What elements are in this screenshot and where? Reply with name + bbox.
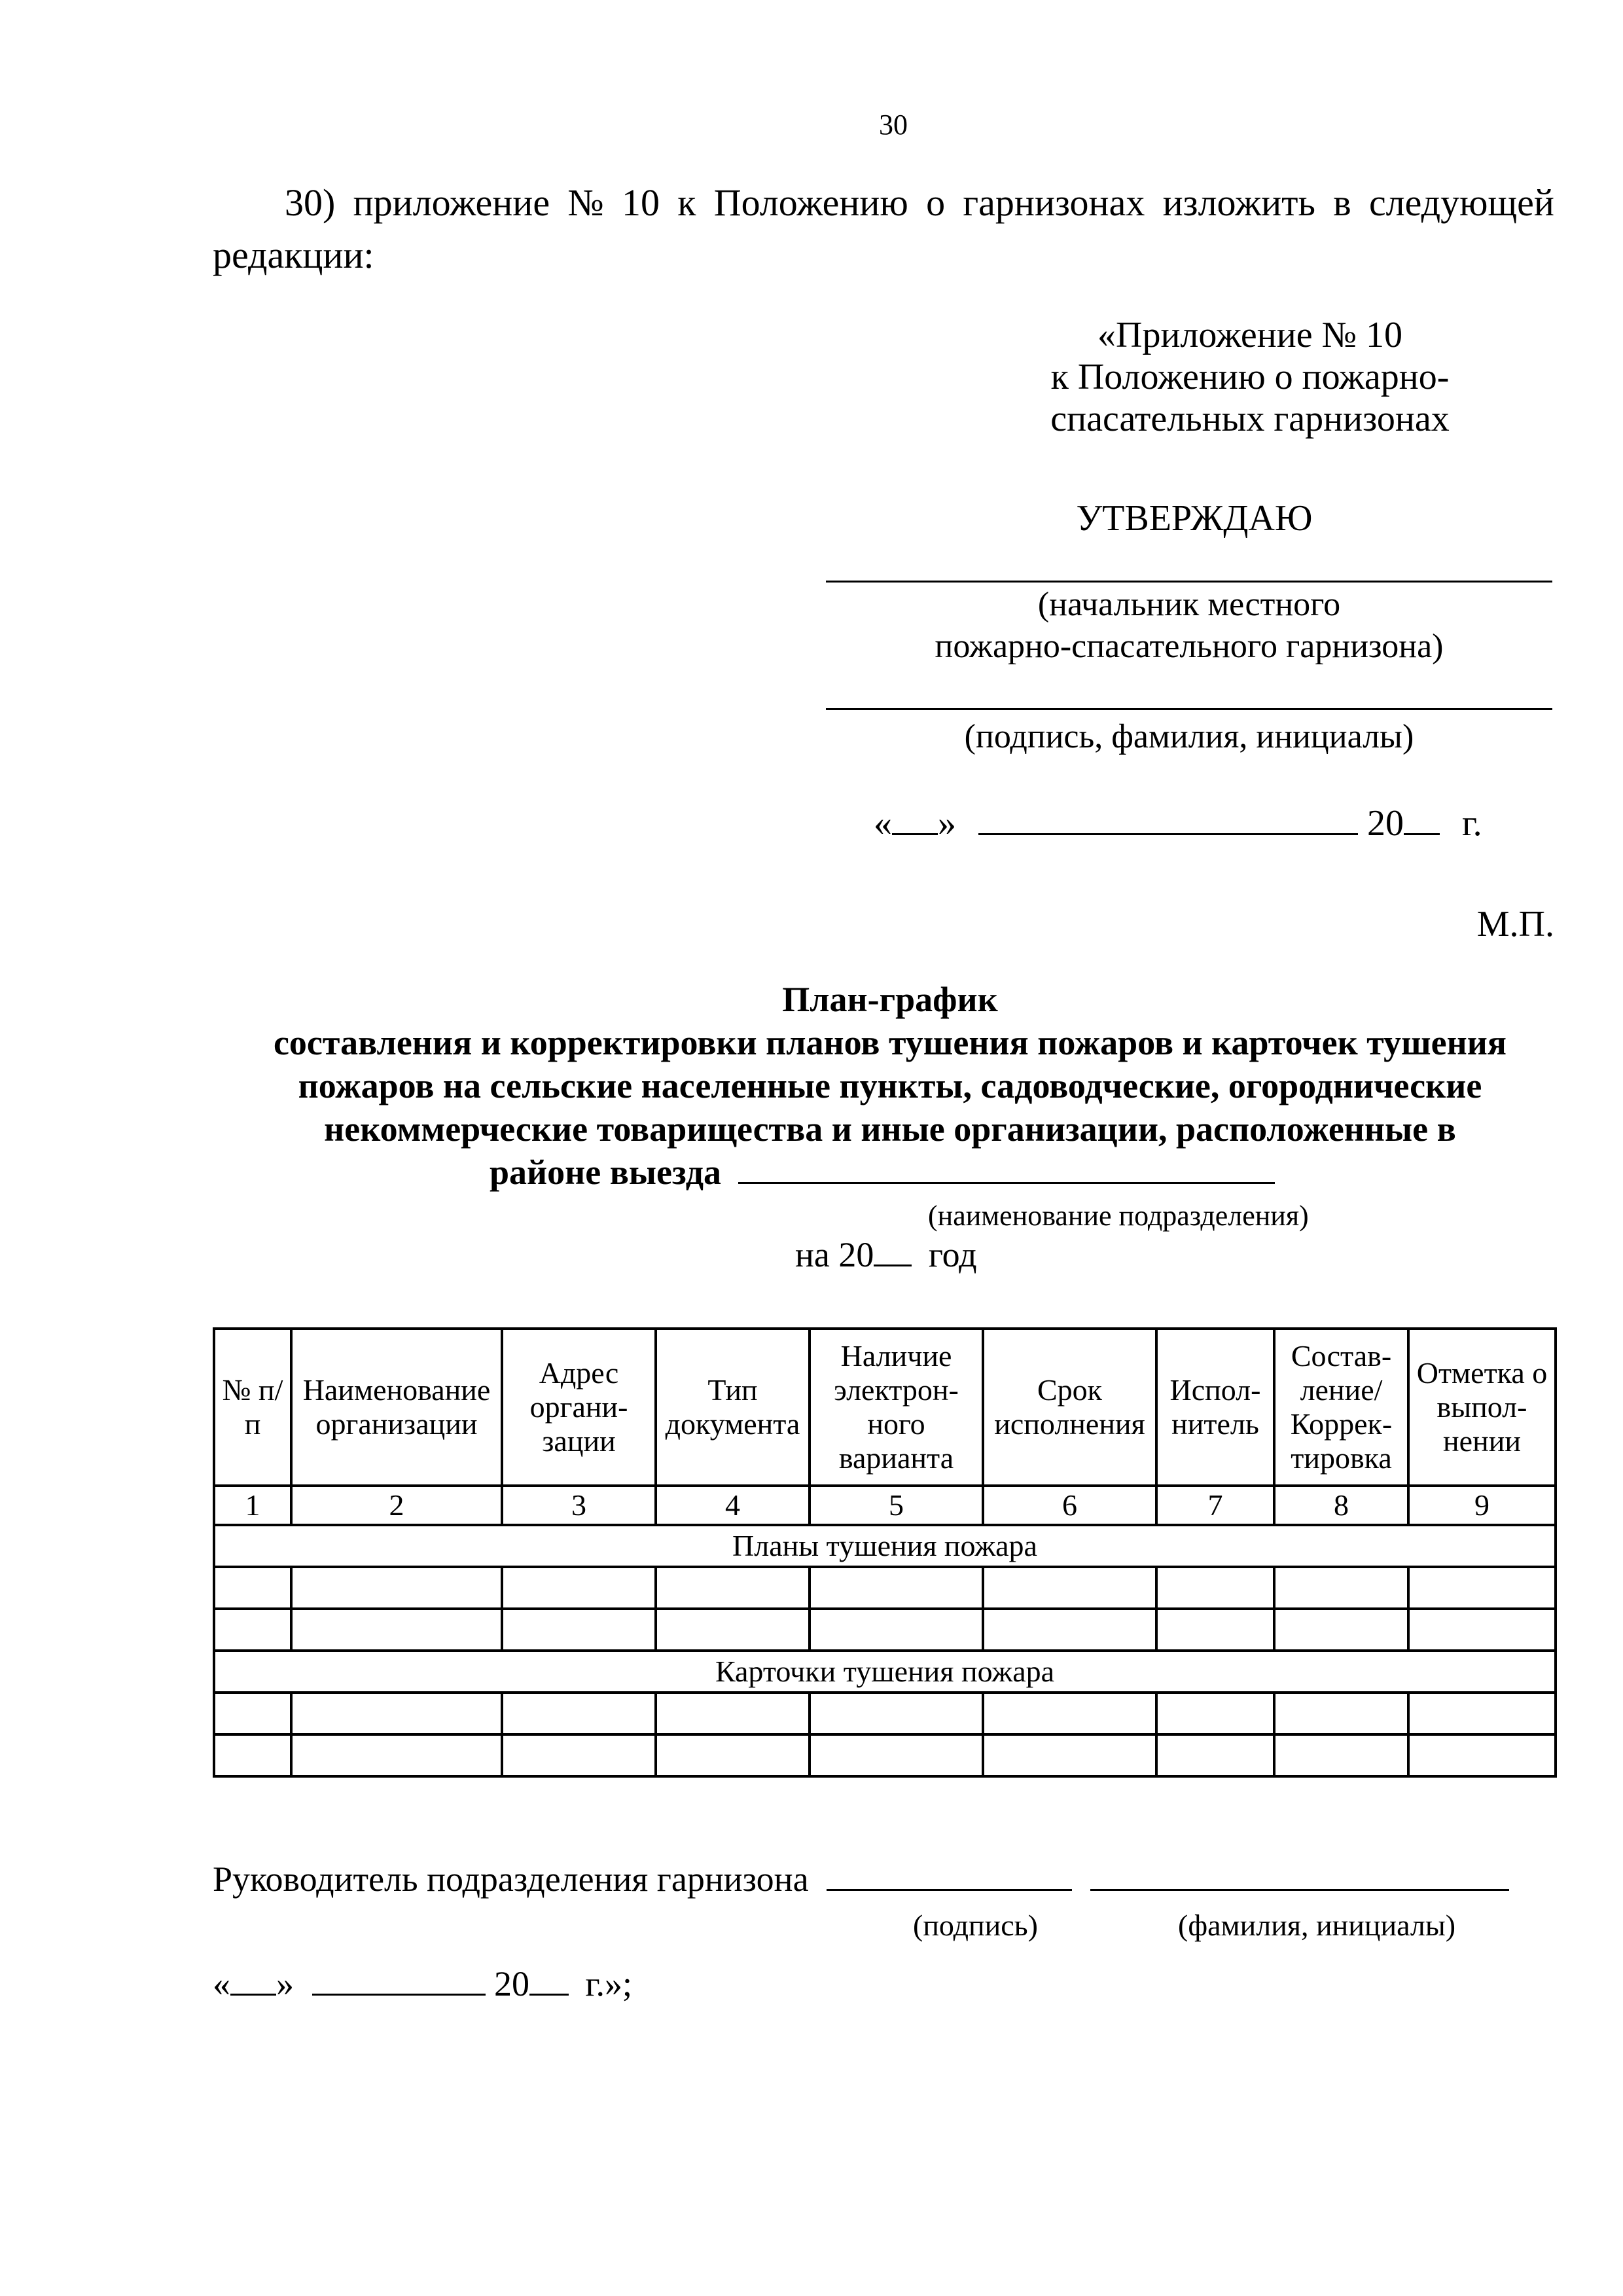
table-cell[interactable] xyxy=(810,1693,983,1734)
stamp-mark: М.П. xyxy=(1476,904,1554,944)
intro-word: Положению xyxy=(713,181,908,224)
column-number: 6 xyxy=(983,1486,1156,1525)
table-cell[interactable] xyxy=(291,1693,502,1734)
table-cell[interactable] xyxy=(291,1567,502,1609)
intro-line-2: редакции: xyxy=(213,234,374,276)
table-cell[interactable] xyxy=(214,1693,291,1734)
column-number: 9 xyxy=(1408,1486,1556,1525)
table-cell[interactable] xyxy=(656,1693,810,1734)
table-cell[interactable] xyxy=(1156,1609,1274,1651)
head-signature-blank xyxy=(827,1889,1072,1891)
position-line xyxy=(826,581,1552,583)
head-name-blank xyxy=(1090,1889,1509,1891)
head-name-caption: (фамилия, инициалы) xyxy=(1178,1909,1456,1942)
table-cell[interactable] xyxy=(1156,1734,1274,1776)
table-cell[interactable] xyxy=(810,1567,983,1609)
year-suffix: г. xyxy=(1462,803,1482,844)
subdivision-blank xyxy=(738,1182,1275,1184)
column-number: 3 xyxy=(502,1486,656,1525)
head-signature-caption: (подпись) xyxy=(913,1909,1038,1942)
head-signature-line xyxy=(213,1859,1509,1899)
subdivision-caption: (наименование подразделения) xyxy=(928,1200,1309,1232)
table-cell[interactable] xyxy=(1156,1693,1274,1734)
approval-heading: УТВЕРЖДАЮ xyxy=(1076,498,1313,539)
title-line-3: пожаров на сельские населенные пункты, садоводческие, огороднические xyxy=(298,1066,1482,1105)
table-header-row xyxy=(214,1329,1556,1486)
table-row xyxy=(214,1734,1556,1776)
intro-word: следующей xyxy=(1368,181,1554,224)
intro-word: гарнизонах xyxy=(963,181,1145,224)
footer-year-suffix: г.»; xyxy=(585,1964,633,2003)
table-cell[interactable] xyxy=(1274,1693,1408,1734)
footer-date-open-quote: « xyxy=(213,1964,230,2003)
appendix-line-2: к Положению о пожарно- xyxy=(1050,357,1450,397)
intro-line-1 xyxy=(213,177,1554,229)
column-number-row xyxy=(214,1486,1556,1525)
intro-word: к xyxy=(677,181,696,224)
table-cell[interactable] xyxy=(810,1609,983,1651)
table-cell[interactable] xyxy=(1156,1567,1274,1609)
column-header: Наименование организации xyxy=(291,1329,502,1486)
column-header: Наличие электрон- ного варианта xyxy=(810,1329,983,1486)
column-header: Срок исполнения xyxy=(983,1329,1156,1486)
table-row xyxy=(214,1567,1556,1609)
table-cell[interactable] xyxy=(502,1609,656,1651)
table-cell[interactable] xyxy=(656,1567,810,1609)
position-caption xyxy=(826,584,1552,668)
day-blank xyxy=(892,833,938,835)
table-cell[interactable] xyxy=(983,1734,1156,1776)
table-cell[interactable] xyxy=(1274,1567,1408,1609)
table-cell[interactable] xyxy=(1408,1734,1556,1776)
month-blank xyxy=(978,833,1358,835)
approval-date xyxy=(874,802,1482,844)
intro-word: № xyxy=(567,181,604,224)
title-line-2: составления и корректировки планов тушения пожаров и карточек тушения xyxy=(273,1023,1507,1062)
table-cell[interactable] xyxy=(214,1734,291,1776)
plan-year-blank xyxy=(874,1265,912,1266)
date-close-quote: » xyxy=(938,803,956,844)
intro-word: 10 xyxy=(621,181,660,224)
column-header: Испол- нитель xyxy=(1156,1329,1274,1486)
intro-word: приложение xyxy=(353,181,550,224)
year-prefix: 20 xyxy=(1367,803,1404,844)
column-number: 7 xyxy=(1156,1486,1274,1525)
column-header: Адрес органи- зации xyxy=(502,1329,656,1486)
section-title-cards: Карточки тушения пожара xyxy=(214,1651,1556,1693)
appendix-line-3: спасательных гарнизонах xyxy=(1050,399,1450,439)
table-cell[interactable] xyxy=(983,1609,1156,1651)
position-caption-line-1: (начальник местного xyxy=(1037,586,1341,623)
table-cell[interactable] xyxy=(656,1734,810,1776)
column-header: № п/п xyxy=(214,1329,291,1486)
table-cell[interactable] xyxy=(983,1567,1156,1609)
table-cell[interactable] xyxy=(214,1567,291,1609)
plan-year-suffix: год xyxy=(928,1235,977,1274)
table-cell[interactable] xyxy=(1274,1734,1408,1776)
page-number: 30 xyxy=(879,109,908,141)
column-header: Состав- ление/ Коррек- тировка xyxy=(1274,1329,1408,1486)
table-cell[interactable] xyxy=(291,1734,502,1776)
table-cell[interactable] xyxy=(983,1693,1156,1734)
column-number: 5 xyxy=(810,1486,983,1525)
plan-year xyxy=(795,1234,977,1275)
column-number: 1 xyxy=(214,1486,291,1525)
title-line-4: некоммерческие товарищества и иные организации, расположенные в xyxy=(324,1109,1456,1149)
table-cell[interactable] xyxy=(656,1609,810,1651)
table-cell[interactable] xyxy=(1274,1609,1408,1651)
schedule-table xyxy=(213,1327,1557,1778)
intro-paragraph xyxy=(213,177,1554,281)
column-header: Тип документа xyxy=(656,1329,810,1486)
footer-year-blank xyxy=(529,1994,569,1996)
section-row-plans xyxy=(214,1525,1556,1567)
plan-year-prefix: на 20 xyxy=(795,1235,874,1274)
table-row xyxy=(214,1609,1556,1651)
table-cell[interactable] xyxy=(502,1693,656,1734)
position-caption-line-2: пожарно-спасательного гарнизона) xyxy=(935,628,1444,665)
table-cell[interactable] xyxy=(502,1567,656,1609)
table-cell[interactable] xyxy=(810,1734,983,1776)
footer-date-close-quote: » xyxy=(276,1964,294,2003)
column-number: 2 xyxy=(291,1486,502,1525)
table-cell[interactable] xyxy=(1408,1567,1556,1609)
date-open-quote: « xyxy=(874,803,892,844)
district-label: районе выезда xyxy=(490,1153,722,1192)
table-cell[interactable] xyxy=(291,1609,502,1651)
signature-line xyxy=(826,708,1552,710)
footer-date xyxy=(213,1964,632,2004)
year-blank xyxy=(1404,833,1440,835)
intro-word: в xyxy=(1333,181,1351,224)
signature-caption: (подпись, фамилия, инициалы) xyxy=(964,718,1414,755)
head-label: Руководитель подразделения гарнизона xyxy=(213,1859,809,1899)
title-line-1: План-график xyxy=(782,980,998,1019)
intro-word: изложить xyxy=(1162,181,1315,224)
table-cell[interactable] xyxy=(1408,1609,1556,1651)
footer-day-blank xyxy=(230,1994,276,1996)
appendix-reference xyxy=(982,314,1518,440)
table-cell[interactable] xyxy=(214,1609,291,1651)
appendix-line-1: «Приложение № 10 xyxy=(1097,315,1402,355)
section-title-plans: Планы тушения пожара xyxy=(214,1525,1556,1567)
table-cell[interactable] xyxy=(1408,1693,1556,1734)
footer-year-prefix: 20 xyxy=(494,1964,529,2003)
column-number: 8 xyxy=(1274,1486,1408,1525)
table-cell[interactable] xyxy=(502,1734,656,1776)
section-row-cards xyxy=(214,1651,1556,1693)
footer-month-blank xyxy=(312,1994,486,1996)
table-row xyxy=(214,1693,1556,1734)
title-line-5 xyxy=(490,1151,1275,1194)
column-number: 4 xyxy=(656,1486,810,1525)
column-header: Отметка о выпол- нении xyxy=(1408,1329,1556,1486)
intro-word: о xyxy=(926,181,946,224)
intro-word: 30) xyxy=(285,181,336,224)
